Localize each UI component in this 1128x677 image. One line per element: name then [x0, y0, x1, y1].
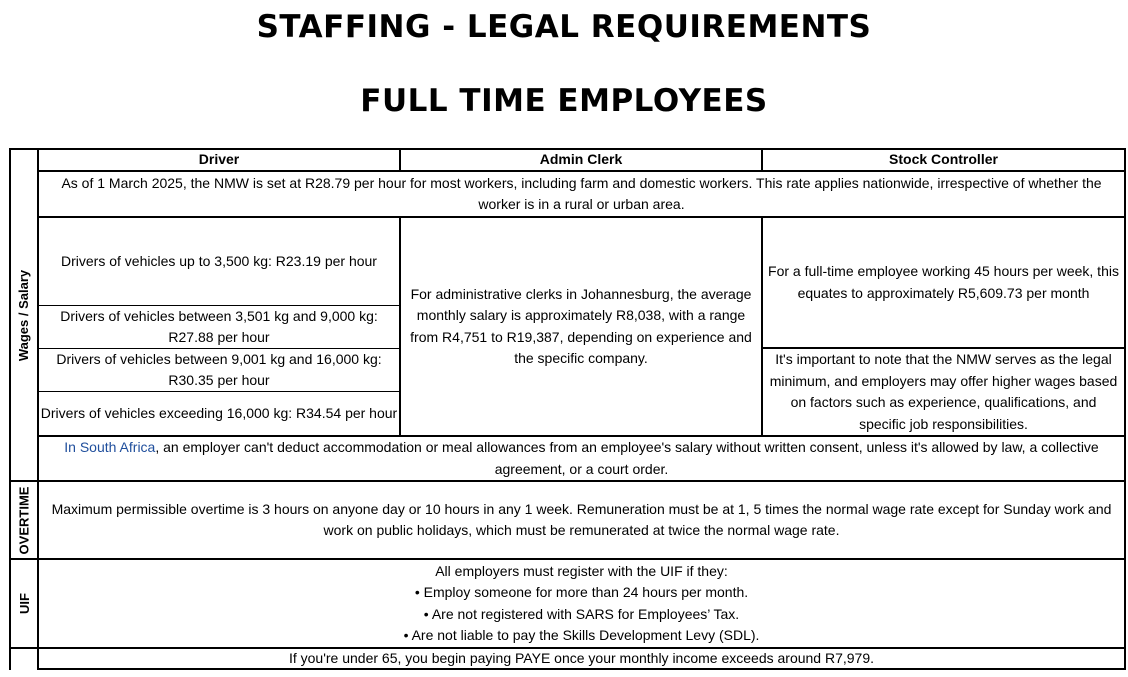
deduction-link[interactable]: In South Africa [64, 439, 156, 455]
stock-controller-note: It's important to note that the NMW serves as the legal minimum, and employers may offer higher wages based on factors such as experience, qualifications, and specific job responsibilities. [769, 351, 1118, 432]
uif-intro: All employers must register with the UIF if they: [435, 563, 728, 580]
side-label-overtime: OVERTIME [16, 486, 32, 554]
uif-item-2: • Are not registered with SARS for Employees’ Tax. [423, 605, 740, 622]
driver-rate-4: Drivers of vehicles exceeding 16,000 kg: R34.54 per hour [40, 404, 398, 421]
admin-clerk-salary: For administrative clerks in Johannesburg, the average monthly salary is approximately R8,038, with a range from R4,751 to R19,387, depending on experience and the specific company. [410, 285, 752, 366]
header-admin-clerk: Admin Clerk [539, 151, 623, 168]
overtime-text: Maximum permissible overtime is 3 hours on anyone day or 10 hours in any 1 week. Remuneration must be at 1, 5 times the normal wage rate except for Sunday work and work on public holidays, which must be remunerated at twice the normal wage rate. [51, 500, 1112, 538]
nmw-text: As of 1 March 2025, the NMW is set at R28.79 per hour for most workers, including farm and domestic workers. This rate applies nationwide, irrespective of whether the worker is in a rural or urban area. [61, 174, 1102, 212]
uif-item-3: • Are not liable to pay the Skills Development Levy (SDL). [403, 626, 760, 643]
deduction-rule [39, 437, 1124, 480]
side-label-wages: Wages / Salary [16, 269, 32, 361]
stock-controller-salary: For a full-time employee working 45 hours per week, this equates to approximately R5,609.73 per month [768, 263, 1119, 301]
uif-block [39, 560, 1124, 647]
side-label-uif: UIF [16, 593, 32, 614]
driver-rate-1: Drivers of vehicles up to 3,500 kg: R23.19 per hour [61, 252, 377, 269]
page-subtitle: FULL TIME EMPLOYEES [360, 83, 768, 119]
header-stock-controller: Stock Controller [889, 151, 998, 168]
header-driver: Driver [198, 151, 240, 168]
uif-item-1: • Employ someone for more than 24 hours per month. [414, 584, 749, 601]
page-title: STAFFING - LEGAL REQUIREMENTS [256, 9, 872, 45]
driver-rate-2: Drivers of vehicles between 3,501 kg and 9,000 kg: R27.88 per hour [60, 307, 378, 345]
driver-rate-3: Drivers of vehicles between 9,001 kg and 16,000 kg: R30.35 per hour [56, 350, 382, 388]
deduction-rest: , an employer can't deduct accommodation or meal allowances from an employee's salary without written consent, unless it's allowed by law, a collective agreement, or a court order. [155, 439, 1099, 477]
paye-text: If you're under 65, you begin paying PAYE once your monthly income exceeds around R7,979. [288, 650, 875, 667]
